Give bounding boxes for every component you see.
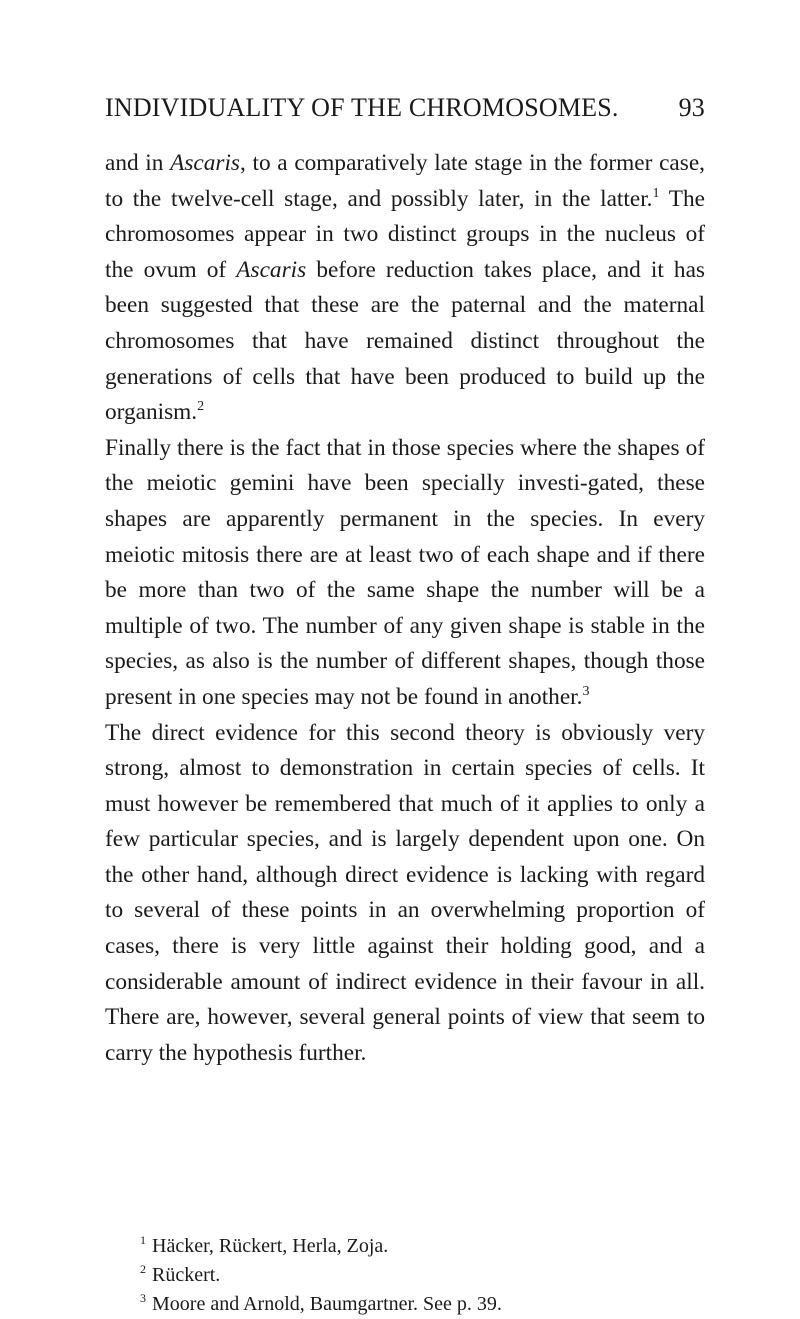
footnote-mark-3: 3 <box>140 1291 146 1305</box>
footnote-1 <box>140 1232 705 1261</box>
p2-text: Finally there is the fact that in those species where the shapes of the meiotic gemini have been specially investi-gated, these shapes are apparently permanent in the species. In every meiotic mitosis there are at least two of each shape and if there be more than two of the same shape the number will be a multiple of two. The number of any given shape is stable in the species, as also is the number of different shapes, though those present in one species may not be found in another. <box>105 434 705 710</box>
footnote-ref-1: 1 <box>652 185 660 201</box>
footnote-3 <box>140 1290 705 1319</box>
running-head <box>105 88 705 128</box>
running-head-title: INDIVIDUALITY OF THE CHROMOSOMES. <box>105 93 619 122</box>
footnote-2 <box>140 1261 705 1290</box>
footnote-ref-2: 2 <box>197 399 205 415</box>
p1-italic-ascaris-1: Ascaris <box>170 150 241 176</box>
p1-italic-ascaris-2: Ascaris <box>236 256 307 283</box>
footnote-text-3: Moore and Arnold, Baumgartner. See p. 39. <box>152 1293 502 1315</box>
footnote-ref-3: 3 <box>582 683 590 699</box>
paragraph-1 <box>105 146 705 431</box>
p1-text-d: before reduction takes place, and it has been suggested that these are the paternal and the maternal chromosomes that have remained distinct throughout the generations of cells that have been produced to build up the organism. <box>105 256 705 426</box>
p1-text-b: , to a comparatively late stage in the former case, to the twelve-cell stage, and possibly later, in the latter. <box>105 150 705 212</box>
footnote-mark-1: 1 <box>140 1233 146 1247</box>
paragraph-3: The direct evidence for this second theory is obviously very strong, almost to demonstration in certain species of cells. It must however be remembered that much of it applies to only a few particular species, and is largely dependent upon one. On the other hand, although direct evidence is lacking with regard to several of these points in an overwhelming proportion of cases, there is very little against their holding good, and a considerable amount of indirect evidence in their favour in all. There are, however, several general points of view that seem to carry the hypothesis further. <box>105 719 705 1066</box>
footnote-text-2: Rückert. <box>152 1264 221 1286</box>
footnote-text-1: Häcker, Rückert, Herla, Zoja. <box>152 1235 389 1257</box>
footnotes <box>140 1232 705 1319</box>
p1-text-c: The chromosomes appear in two distinct groups in the nucleus of the ovum of <box>105 185 705 283</box>
p1-text-a: and in <box>105 150 171 176</box>
footnote-mark-2: 2 <box>140 1262 146 1276</box>
page-number: 93 <box>678 93 705 122</box>
body-text <box>105 146 705 1071</box>
paragraph-2 <box>105 431 705 716</box>
